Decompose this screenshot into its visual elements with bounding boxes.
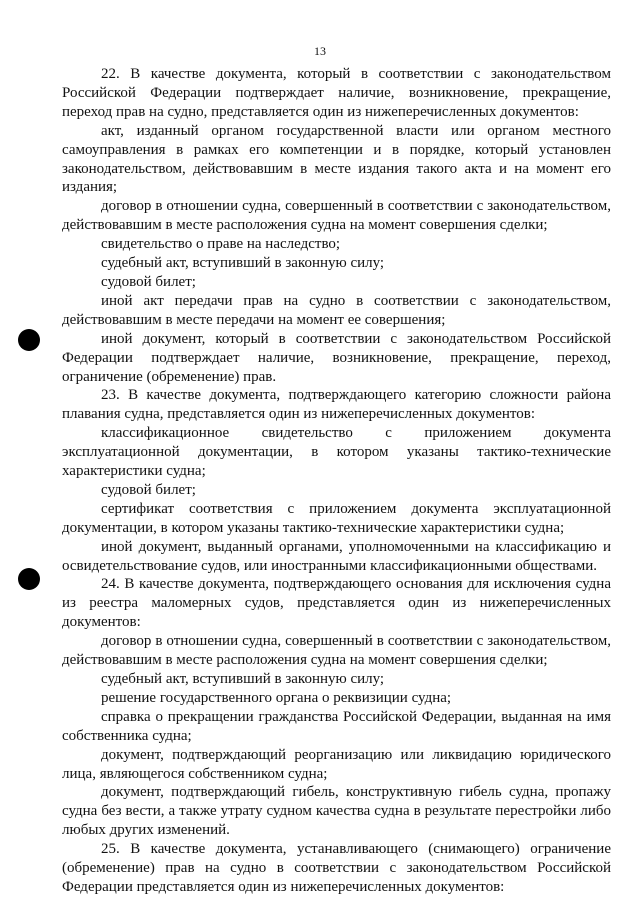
page-number: 13 [314,44,326,58]
punch-hole-mark [18,568,40,590]
list-item: судовой билет; [101,481,196,498]
paragraph-item-24: 24. В качестве документа, подтверждающего основания для исключения судна из реестра маломерных судов, представляется один из нижеперечисленных документов: [62,576,611,631]
list-item: документ, подтверждающий гибель, конструктивную гибель судна, пропажу судна без вести, а также утрату судном качества судна в результате перестройки либо любых других изменений. [62,784,611,839]
list-item: судебный акт, вступивший в законную силу; [101,671,385,687]
paragraph-item-22: 22. В качестве документа, который в соответствии с законодательством Российской Федерации подтверждает наличие, возникновение, прекращение, переход прав на судно, представляется один из нижеперечисленных документов: [62,66,611,120]
list-item: иной документ, выданный органами, уполномоченными на классификацию и освидетельствование судов, или иностранными классификационными обществами. [62,538,611,574]
list-item: судебный акт, вступивший в законную силу; [101,255,385,272]
document-body [62,65,611,897]
list-item: иной акт передачи прав на судно в соответствии с законодательством, действовавшим в месте передачи на момент ее совершения; [62,292,611,328]
list-item: справка о прекращении гражданства Российской Федерации, выданная на имя собственника судна; [62,708,611,744]
list-item: классификационное свидетельство с приложением документа эксплуатационной документации, в котором указаны тактико-технические характеристики судна; [62,425,611,480]
list-item: сертификат соответствия с приложением документа эксплуатационной документации, в котором указаны тактико-технические характеристики судна; [62,500,611,536]
list-item: иной документ, который в соответствии с законодательством Российской Федерации подтверждает наличие, возникновение, прекращение, переход, ограничение (обременение) прав. [62,330,611,385]
list-item: договор в отношении судна, совершенный в соответствии с законодательством, действовавшим в месте расположения судна на момент совершения сделки; [62,633,611,669]
paragraph-item-23: 23. В качестве документа, подтверждающего категорию сложности района плавания судна, представляется один из нижеперечисленных документов: [62,387,611,423]
punch-hole-mark [18,329,40,351]
list-item: договор в отношении судна, совершенный в соответствии с законодательством, действовавшим в месте расположения судна на момент совершения сделки; [62,198,611,234]
paragraph-item-25: 25. В качестве документа, устанавливающего (снимающего) ограничение (обременение) прав на судно в соответствии с законодательством Российской Федерации представляется один из нижеперечисленных документов: [62,841,611,895]
list-item: судовой билет; [101,273,196,290]
list-item: свидетельство о праве на наследство; [101,236,341,253]
list-item: акт, изданный органом государственной власти или органом местного самоуправления в рамках его компетенции и в порядке, который установлен законодательством, действовавшим в месте издания такого акта и на момент его издания; [62,122,611,196]
list-item: документ, подтверждающий реорганизацию или ликвидацию юридического лица, являющегося собственником судна; [62,746,611,782]
list-item: решение государственного органа о реквизиции судна; [101,689,452,706]
